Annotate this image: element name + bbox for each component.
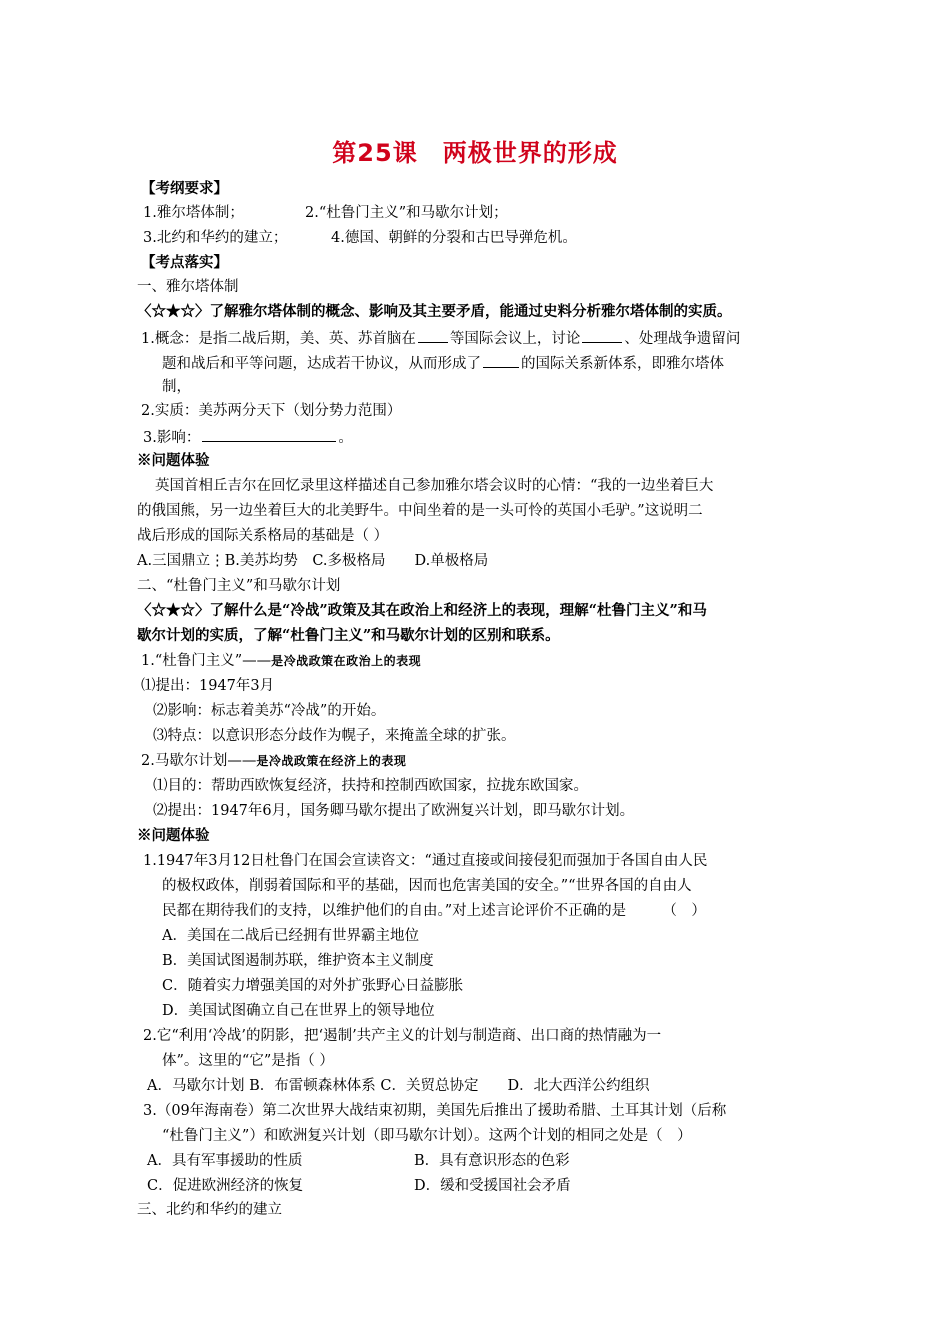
section-1-requirement: 〈☆★☆〉了解雅尔塔体制的概念、影响及其主要矛盾，能通过史料分析雅尔塔体制的实质。 — [137, 303, 732, 320]
concept-line-1: 1.概念：是指二战后期，美、英、苏首脑在 等国际会议上，讨论 、处理战争遗留问 — [141, 327, 740, 347]
q1-options: A.三国鼎立⋮B.美苏均势 C.多极格局 D.单极格局 — [137, 553, 489, 569]
exp-heading-2: ※问题体验 — [137, 827, 210, 844]
truman-item-2: ⑵影响：标志着美苏“冷战”的开始。 — [153, 703, 386, 719]
qc-option-d: D．缓和受援国社会矛盾 — [414, 1178, 571, 1194]
concept-line-2: 题和战后和平等问题，达成若干协议，从而形成了 的国际关系新体系，即雅尔塔体 — [162, 352, 724, 372]
concept-line-3: 制， — [162, 379, 191, 395]
qc-line-1: 3.（09年海南卷）第二次世界大战结束初期，美国先后推出了援助希腊、土耳其计划（后称 — [143, 1103, 727, 1119]
q1-line-3: 战后形成的国际关系格局的基础是（ ） — [137, 528, 389, 544]
syllabus-item-4: 4.德国、朝鲜的分裂和古巴导弹危机。 — [331, 230, 577, 246]
blank-conferences — [418, 327, 448, 343]
qb-options: A．马歇尔计划 B．布雷顿森林体系 C．关贸总协定 D．北大西洋公约组织 — [147, 1078, 650, 1094]
syllabus-item-1: 1.雅尔塔体制； — [143, 205, 244, 221]
marshall-item-1: ⑴目的：帮助西欧恢复经济，扶持和控制西欧国家，拉拢东欧国家。 — [153, 778, 588, 794]
qb-line-1: 2.它“利用‘冷战’的阴影，把‘遏制’共产主义的计划与制造商、出口商的热情融为一 — [143, 1028, 662, 1044]
blank-system-name — [483, 352, 519, 368]
syllabus-item-3: 3.北约和华约的建立； — [143, 230, 288, 246]
q1-line-2: 的俄国熊，另一边坐着巨大的北美野牛。中间坐着的是一头可怜的英国小毛驴。”这说明二 — [137, 503, 703, 519]
blank-impact — [202, 426, 336, 442]
marshall-heading: 2.马歇尔计划——是冷战政策在经济上的表现 — [141, 753, 407, 769]
syllabus-heading: 【考纲要求】 — [141, 180, 228, 197]
page-title: 第25课 两极世界的形成 — [332, 139, 618, 167]
truman-item-1: ⑴提出：1947年3月 — [141, 678, 275, 694]
qc-option-a: A．具有军事援助的性质 — [147, 1153, 303, 1169]
section-3-heading: 三、北约和华约的建立 — [137, 1202, 282, 1218]
truman-item-3: ⑶特点：以意识形态分歧作为幌子，来掩盖全球的扩张。 — [153, 728, 516, 744]
section-2-heading: 二、“杜鲁门主义”和马歇尔计划 — [137, 578, 341, 594]
points-heading: 【考点落实】 — [141, 254, 228, 271]
qc-option-c: C．促进欧洲经济的恢复 — [147, 1178, 304, 1194]
section-1-heading: 一、雅尔塔体制 — [137, 279, 239, 295]
section-2-requirement-2: 歇尔计划的实质，了解“杜鲁门主义”和马歇尔计划的区别和联系。 — [137, 627, 560, 644]
q1-line-1: 英国首相丘吉尔在回忆录里这样描述自己参加雅尔塔会议时的心情：“我的一边坐着巨大 — [155, 478, 714, 494]
syllabus-item-2: 2.“杜鲁门主义”和马歇尔计划； — [305, 205, 508, 221]
marshall-item-2: ⑵提出：1947年6月，国务卿马歇尔提出了欧洲复兴计划，即马歇尔计划。 — [153, 803, 635, 819]
qa-option-a: A．美国在二战后已经拥有世界霸主地位 — [162, 928, 419, 944]
section-2-requirement-1: 〈☆★☆〉了解什么是“冷战”政策及其在政治上和经济上的表现，理解“杜鲁门主义”和马 — [137, 602, 707, 619]
qc-option-b: B．具有意识形态的色彩 — [414, 1153, 570, 1169]
qa-line-3: 民都在期待我们的支持，以维护他们的自由。”对上述言论评价不正确的是 （ ） — [162, 903, 706, 919]
truman-heading: 1.“杜鲁门主义”——是冷战政策在政治上的表现 — [141, 653, 422, 669]
qa-option-c: C．随着实力增强美国的对外扩张野心日益膨胀 — [162, 978, 464, 994]
qb-line-2: 体”。这里的“它”是指（ ） — [162, 1053, 334, 1069]
blank-topic — [582, 327, 622, 343]
qa-option-d: D．美国试图确立自己在世界上的领导地位 — [162, 1003, 435, 1019]
exp-heading-1: ※问题体验 — [137, 452, 210, 469]
impact-line: 3.影响： 。 — [143, 426, 353, 446]
qa-line-2: 的极权政体，削弱着国际和平的基础，因而也危害美国的安全。”“世界各国的自由人 — [162, 878, 692, 894]
qc-line-2: “杜鲁门主义”）和欧洲复兴计划（即马歇尔计划）。这两个计划的相同之处是（ ） — [162, 1128, 692, 1144]
qa-option-b: B．美国试图遏制苏联，维护资本主义制度 — [162, 953, 434, 969]
qa-line-1: 1.1947年3月12日杜鲁门在国会宣读咨文：“通过直接或间接侵犯而强加于各国自由人民 — [143, 853, 708, 869]
essence-line: 2.实质：美苏两分天下（划分势力范围） — [141, 403, 402, 419]
